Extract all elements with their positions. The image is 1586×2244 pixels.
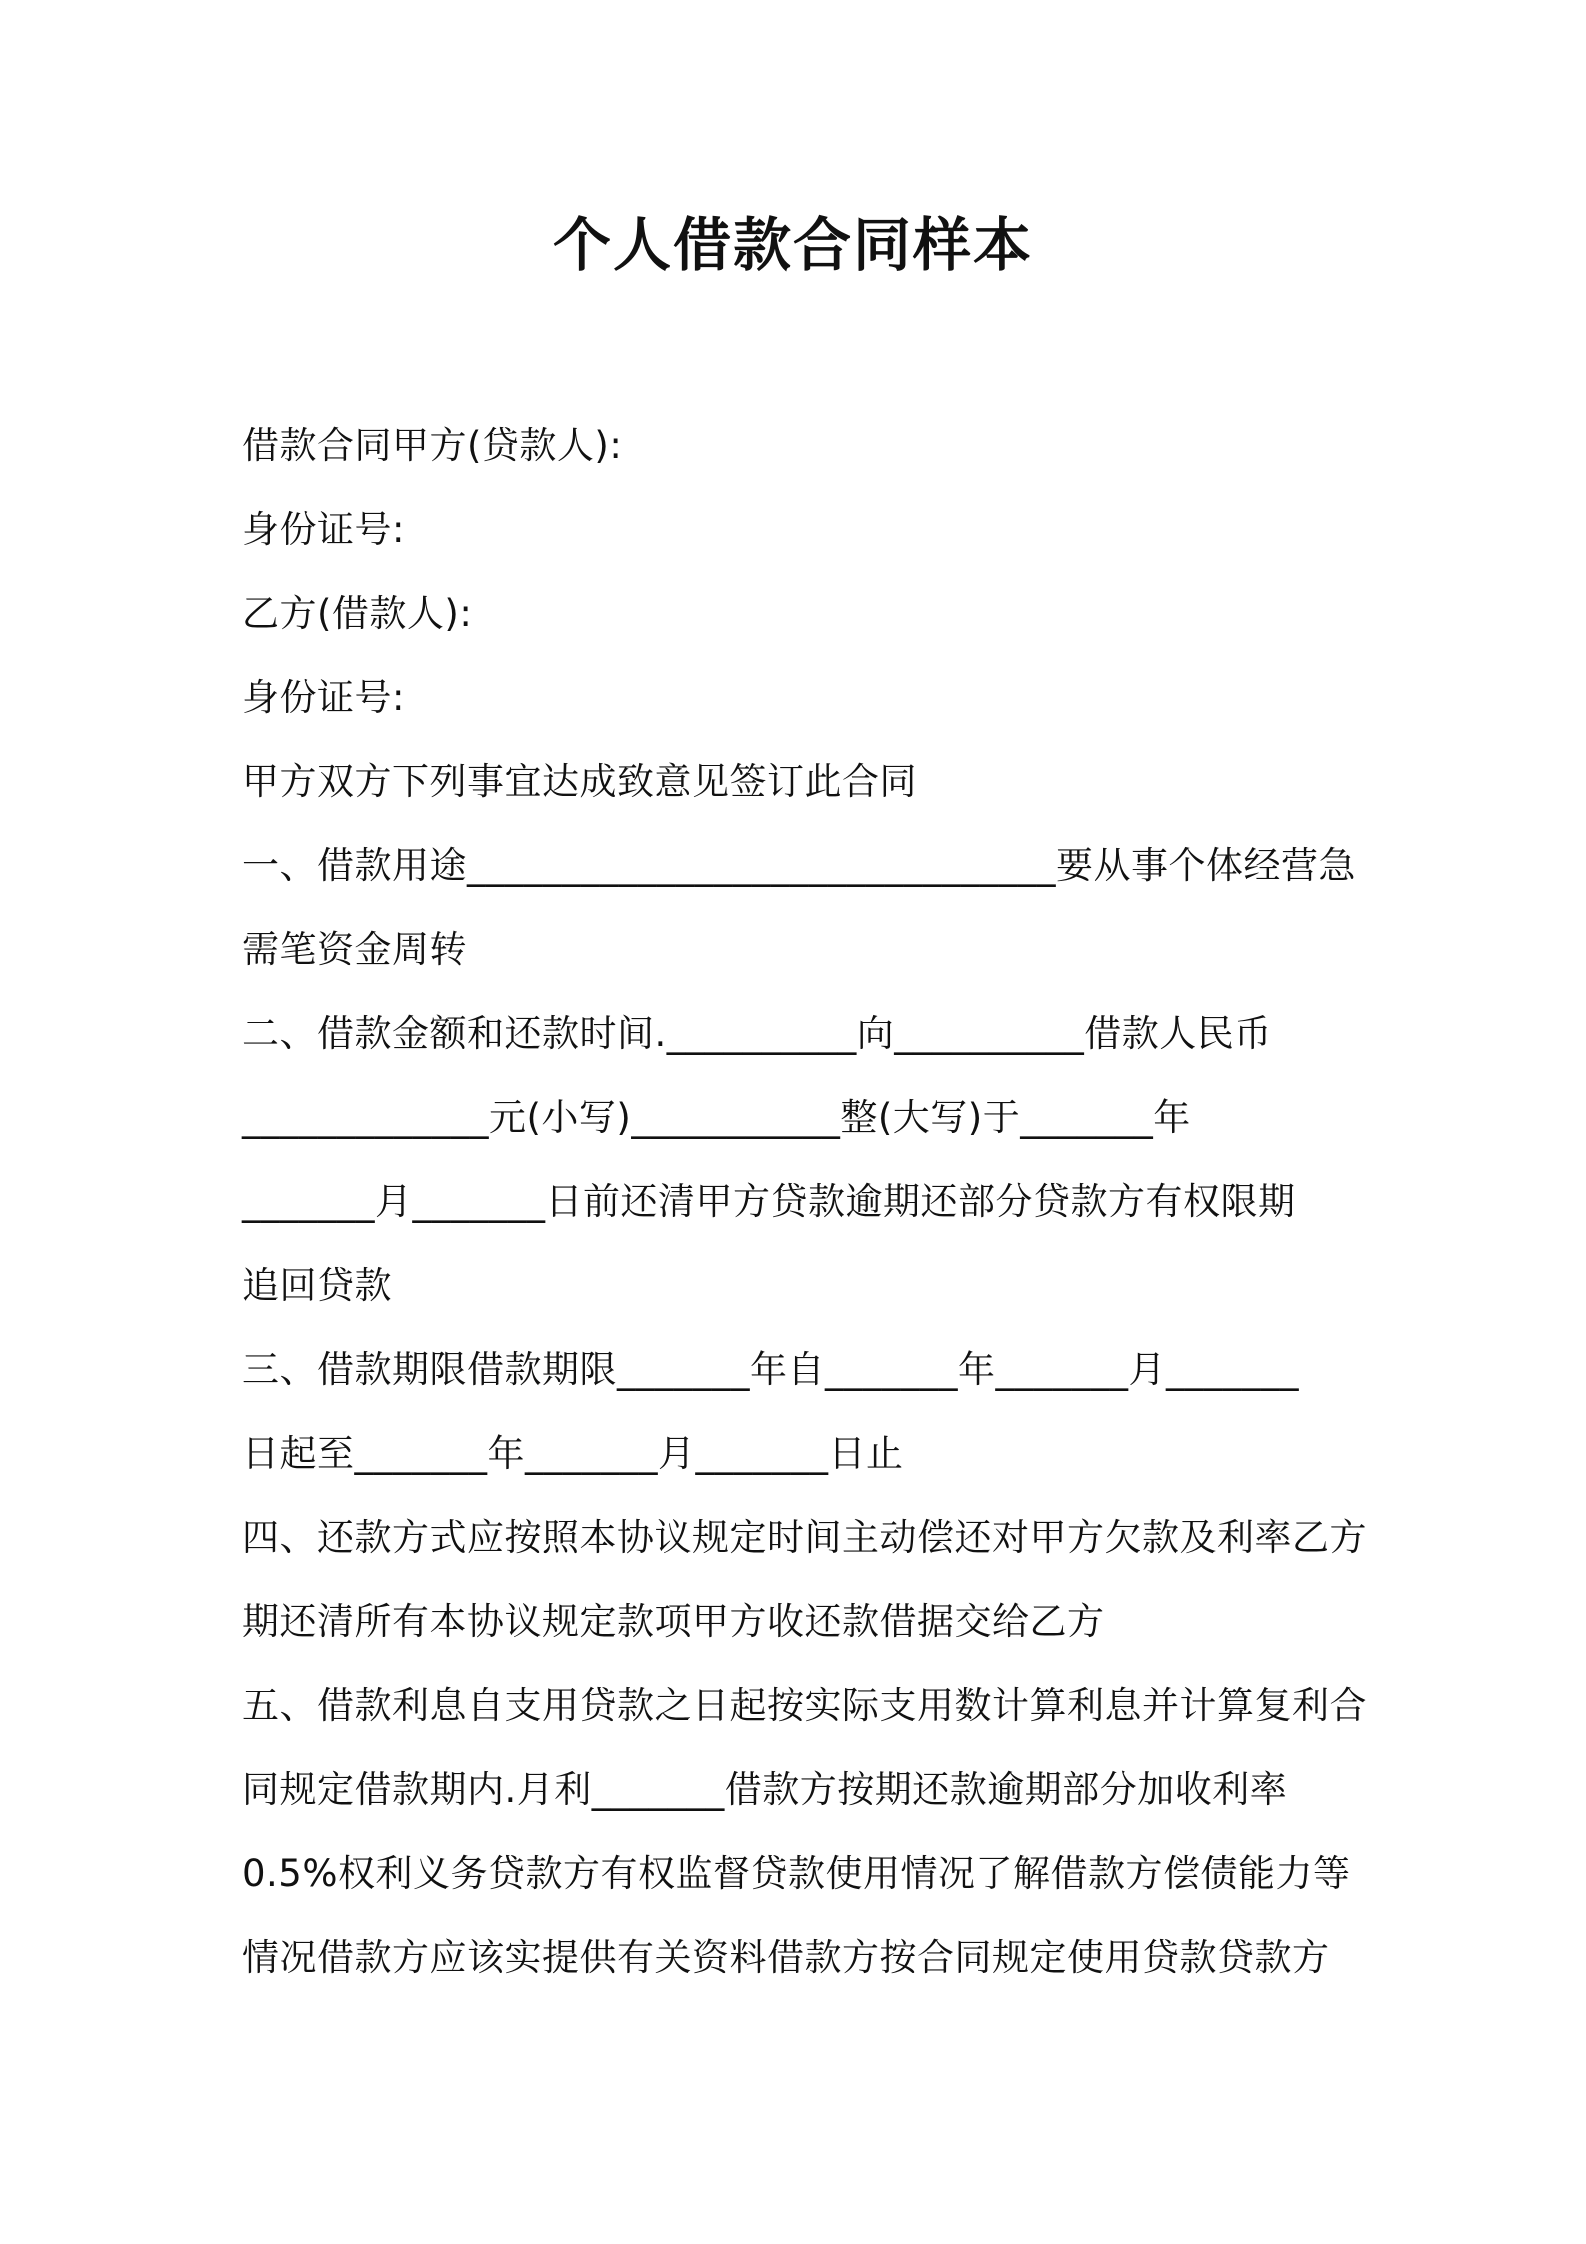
clause-1-line-2: 需笔资金周转 (242, 928, 467, 971)
clause-1-line-1: 一、借款用途_______________________________要从事个体经营急 (242, 844, 1356, 887)
clause-5-line-3: 0.5%权利义务贷款方有权监督贷款使用情况了解借款方偿债能力等 (242, 1852, 1351, 1895)
agreement-intro-line: 甲方双方下列事宜达成致意见签订此合同 (242, 760, 917, 803)
clause-2-line-1: 二、借款金额和还款时间.__________向__________借款人民币 (242, 1012, 1272, 1055)
lender-name-line: 借款合同甲方(贷款人): (242, 424, 623, 467)
clause-5-line-4: 情况借款方应该实提供有关资料借款方按合同规定使用贷款贷款方 (242, 1936, 1330, 1979)
borrower-name-line: 乙方(借款人): (242, 592, 473, 635)
borrower-id-line: 身份证号: (242, 676, 405, 719)
clause-2-line-2: _____________元(小写)___________整(大写)于_______年 (242, 1096, 1191, 1139)
clause-4-line-1: 四、还款方式应按照本协议规定时间主动偿还对甲方欠款及利率乙方 (242, 1516, 1367, 1559)
clause-2-line-3: _______月_______日前还清甲方贷款逾期还部分贷款方有权限期 (242, 1180, 1296, 1223)
clause-5-line-2: 同规定借款期内.月利_______借款方按期还款逾期部分加收利率 (242, 1768, 1288, 1811)
lender-id-line: 身份证号: (242, 508, 405, 551)
clause-4-line-2: 期还清所有本协议规定款项甲方收还款借据交给乙方 (242, 1600, 1105, 1643)
document-title: 个人借款合同样本 (552, 211, 1033, 279)
clause-5-line-1: 五、借款利息自支用贷款之日起按实际支用数计算利息并计算复利合 (242, 1684, 1367, 1727)
clause-3-line-1: 三、借款期限借款期限_______年自_______年_______月_______ (242, 1348, 1299, 1391)
document-body (242, 404, 1372, 2000)
clause-2-line-4: 追回贷款 (242, 1264, 392, 1307)
clause-3-line-2: 日起至_______年_______月_______日止 (242, 1432, 904, 1475)
